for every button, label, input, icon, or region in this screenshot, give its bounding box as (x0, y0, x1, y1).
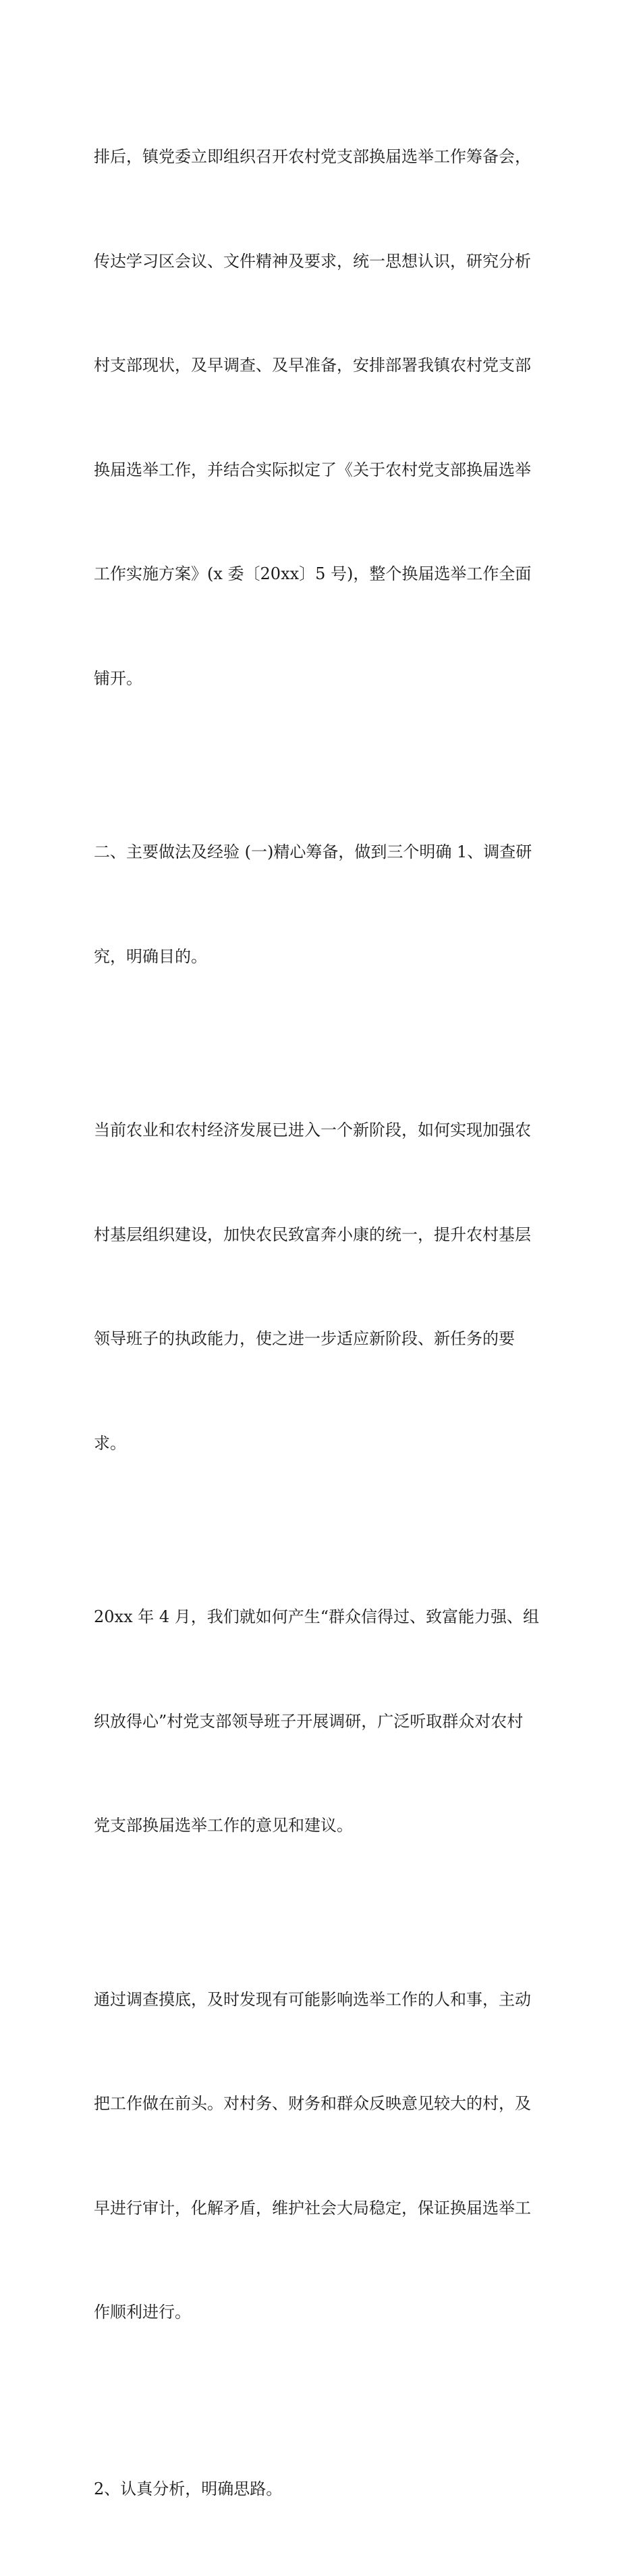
text-line: 铺开。 (94, 662, 559, 697)
text-line: 20xx 年 4 月，我们就如何产生“群众信得过、致富能力强、组 (94, 1600, 559, 1635)
text-line: 排后，镇党委立即组织召开农村党支部换届选举工作筹备会， (94, 140, 559, 175)
paragraph-current-situation (94, 1044, 559, 1530)
text-line: 作顺利进行。 (94, 2295, 559, 2330)
text-line: 党支部换届选举工作的意见和建议。 (94, 1808, 559, 1844)
text-line: 换届选举工作，并结合实际拟定了《关于农村党支部换届选举 (94, 453, 559, 488)
text-line: 领导班子的执政能力，使之进一步适应新阶段、新任务的要 (94, 1322, 559, 1357)
paragraph-analysis-heading (94, 2403, 559, 2576)
text-line: 二、主要做法及经验 (一)精心筹备，做到三个明确 1、调查研 (94, 835, 559, 870)
text-line: 把工作做在前头。对村务、财务和群众反映意见较大的村，及 (94, 2087, 559, 2122)
document-body (94, 70, 559, 2576)
text-line: 传达学习区会议、文件精神及要求，统一思想认识，研究分析 (94, 244, 559, 279)
text-line: 究，明确目的。 (94, 940, 559, 975)
text-line: 村支部现状，及早调查、及早准备，安排部署我镇农村党支部 (94, 348, 559, 383)
paragraph-research (94, 1530, 559, 1913)
paragraph-section-heading (94, 766, 559, 1044)
text-line: 织放得心”村党支部领导班子开展调研，广泛听取群众对农村 (94, 1705, 559, 1740)
text-line: 2、认真分析，明确思路。 (94, 2472, 559, 2507)
text-line: 工作实施方案》(x 委〔20xx〕5 号)，整个换届选举工作全面 (94, 557, 559, 592)
text-line: 求。 (94, 1426, 559, 1461)
text-line: 村基层组织建设，加快农民致富奔小康的统一，提升农村基层 (94, 1218, 559, 1253)
paragraph-investigation (94, 1913, 559, 2400)
text-line: 当前农业和农村经济发展已进入一个新阶段，如何实现加强农 (94, 1113, 559, 1148)
text-line: 通过调查摸底，及时发现有可能影响选举工作的人和事，主动 (94, 1983, 559, 2018)
text-line: 早进行审计，化解矛盾，维护社会大局稳定，保证换届选举工 (94, 2191, 559, 2226)
document-page (0, 0, 641, 830)
paragraph-preparation-meeting (94, 70, 559, 766)
